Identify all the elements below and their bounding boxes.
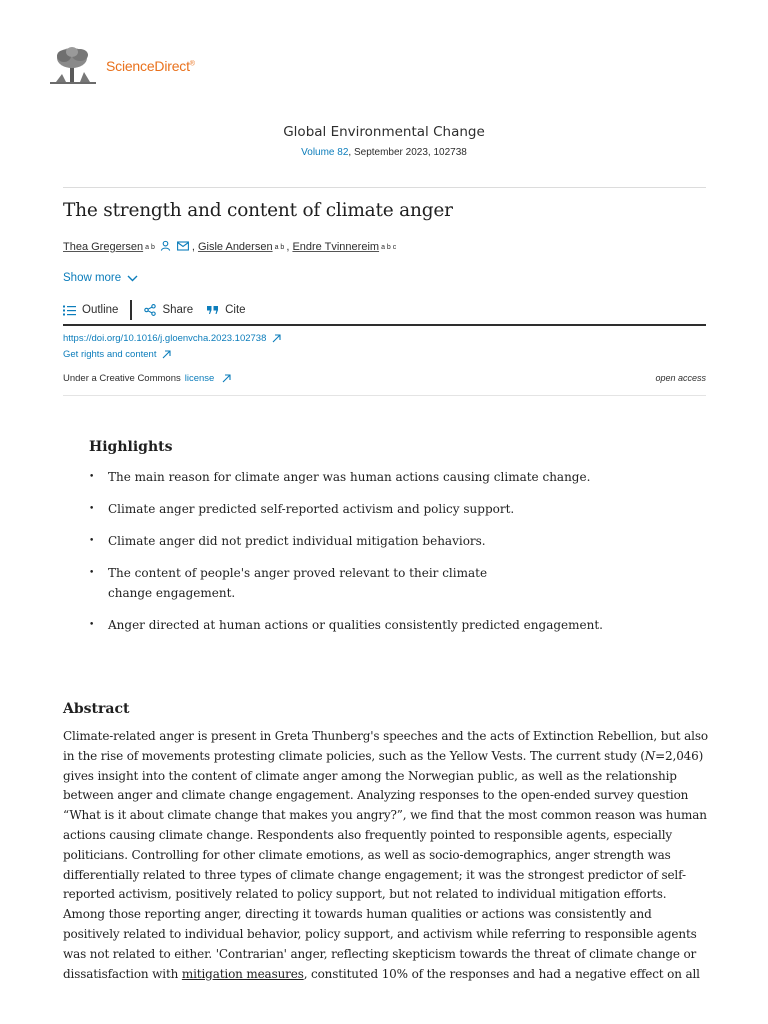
highlights-list xyxy=(89,467,609,647)
sciencedirect-logo[interactable] xyxy=(50,46,195,86)
highlight-item: • Climate anger did not predict individual mitigation behaviors. xyxy=(89,531,609,551)
outline-label: Outline xyxy=(82,304,119,316)
open-access-badge: open access xyxy=(655,373,706,383)
license-line xyxy=(63,373,231,384)
highlight-item: • Climate anger predicted self-reported activism and policy support. xyxy=(89,499,609,519)
author-list xyxy=(63,240,398,254)
external-arrow-icon xyxy=(162,350,171,359)
rights-link[interactable] xyxy=(63,349,171,360)
volume-link[interactable]: Volume 82 xyxy=(301,147,349,158)
doi-label: https://doi.org/10.1016/j.gloenvcha.2023.102738 xyxy=(63,333,267,344)
author-separator: , xyxy=(286,241,290,253)
doi-link[interactable] xyxy=(63,333,281,344)
rights-label: Get rights and content xyxy=(63,349,157,360)
affiliation-marks[interactable]: a b c xyxy=(381,243,397,251)
abstract-text: Climate-related anger is present in Greta Thunberg's speeches and the acts of Extinction Rebellion, but also in the rise of movements protesting climate policies, such as the Yellow Vests. The current study (N=2,046) gives insight into the content of climate anger among the Norwegian public, as well as the relationship between anger and climate change engagement. Analyzing responses to the open-ended survey question “What is it about climate change that makes you angry?”, we find that the most common reason was human actions causing climate change. Respondents also frequently pointed to responsible agents, especially politicians. Controlling for other climate emotions, as well as socio-demographics, anger strength was differentially related to three types of climate change engagement; it was the strongest predictor of self- reported activism, positively related to policy support, but not related to individual mitigation efforts. Among those reporting anger, directing it towards human qualities or actions was consistently and positively related to individual behavior, policy support, and activism while referring to responsible agents was not related to either. 'Contrarian' anger, reflecting skepticism towards the threat of climate change or dissatisfaction with mitigation measures, constituted 10% of the responses and had a negative effect on all xyxy=(63,729,708,981)
person-icon[interactable] xyxy=(160,240,171,254)
cite-button[interactable] xyxy=(207,300,245,320)
divider xyxy=(63,187,706,188)
mitigation-measures-link[interactable]: mitigation measures xyxy=(181,966,304,981)
share-icon xyxy=(144,304,156,316)
license-link[interactable]: license xyxy=(184,373,215,384)
highlight-item: • The content of people's anger proved relevant to their climate change engagement. xyxy=(89,563,529,603)
journal-title[interactable]: Global Environmental Change xyxy=(283,124,485,140)
abstract-heading: Abstract xyxy=(63,701,130,717)
outline-button[interactable] xyxy=(63,300,132,320)
issue-info: Volume 82, September 2023, 102738 xyxy=(301,147,467,158)
license-prefix: Under a Creative Commons xyxy=(63,373,181,384)
affiliation-marks[interactable]: a b xyxy=(274,243,285,251)
author-separator: , xyxy=(191,241,195,253)
cite-label: Cite xyxy=(225,304,246,316)
author-link[interactable]: Thea Gregersen xyxy=(63,241,144,253)
highlight-item: • The main reason for climate anger was human actions causing climate change. xyxy=(89,467,609,487)
share-label: Share xyxy=(162,304,194,316)
author-link[interactable]: Endre Tvinnereim xyxy=(292,241,380,253)
show-more-button[interactable] xyxy=(63,272,138,284)
affiliation-marks[interactable]: a b xyxy=(145,243,155,251)
author-link[interactable]: Gisle Andersen xyxy=(197,241,273,253)
external-arrow-icon xyxy=(222,374,231,383)
show-more-label: Show more xyxy=(63,272,122,284)
divider xyxy=(63,395,706,396)
elsevier-tree-icon xyxy=(50,46,96,86)
highlight-item: • Anger directed at human actions or qualities consistently predicted engagement. xyxy=(89,615,609,635)
highlights-heading: Highlights xyxy=(89,439,173,455)
brand-name: ScienceDirect® xyxy=(106,58,195,74)
email-icon[interactable] xyxy=(177,241,189,254)
article-toolbar xyxy=(63,300,706,326)
article-title: The strength and content of climate anger xyxy=(63,200,453,221)
external-arrow-icon xyxy=(272,334,281,343)
share-button[interactable] xyxy=(144,300,193,320)
quote-icon xyxy=(207,305,219,315)
chevron-down-icon xyxy=(127,275,138,282)
list-icon xyxy=(63,305,76,316)
